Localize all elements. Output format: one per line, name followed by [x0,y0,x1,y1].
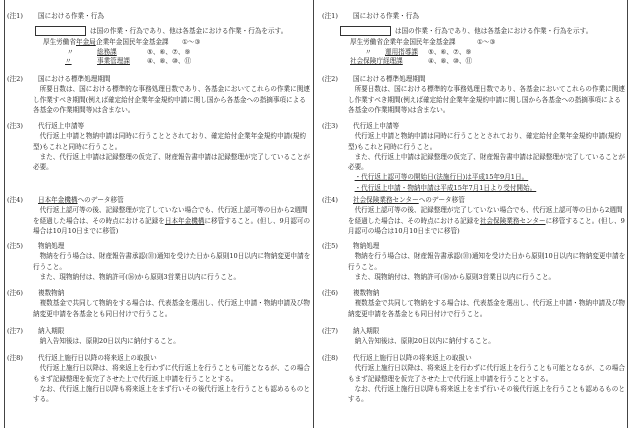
note-2 [7,74,313,115]
note-8 [7,353,313,404]
ditto-mark: 〃 [67,47,74,56]
paragraph [348,298,626,319]
ministry-row [7,47,313,56]
underlined-text: 社会保険業務センター [479,216,546,225]
step-numbers: ①～③ [477,38,496,47]
division-name: 企業年金国民年金基金課 [96,38,169,47]
note-2 [322,74,628,115]
note-label: (注7) [322,327,338,335]
note-label: (注8) [7,354,23,362]
note-4 [7,195,313,236]
note-title: 日本年金機構 [38,196,78,204]
paragraph [348,84,626,115]
underlined-text: 日本年金機構 [164,216,205,225]
text: 所要日数は、国における標準的な事務処理日数であり、各基金においてこれらの作業に関連し作業すべき期間(例えば確定給付企業年金規約申請に関し国から各基金への指摘事項による各基金の作業期間等)は含まない。 [33,85,310,114]
note-title: 納入期限 [38,327,65,335]
note-title: 代行返上申請等 [38,122,85,130]
note-label: (注1) [7,12,23,20]
note-heading [322,74,628,84]
note-title: 代行返上申請等 [353,122,400,130]
text: 代行返上認可等の後、記録整理が完了していない場合でも、代行返上認可等の日から2週間を経過した場合は、その時点における記録を [348,206,623,225]
text: に移管すること。(但し、9月認可の場合は10月10日までに移管) [33,216,311,235]
note-title: 複数物納 [38,289,65,297]
note-body [322,298,626,319]
paragraph [348,272,626,282]
note-body [7,205,311,236]
note-7 [7,326,313,347]
note-heading [7,353,313,363]
note-label: (注8) [322,354,338,362]
underlined-text: ・代行返上認可等の開始日(法施行日)は平成15年9月1日。 [354,173,529,182]
note-body [7,336,311,346]
note-body [7,251,311,282]
left-column [7,0,313,430]
paragraph [33,363,311,384]
paragraph [33,336,311,346]
note-body [7,131,311,172]
note-body [322,205,626,236]
note-heading [7,241,313,251]
paragraph [348,336,626,346]
text: に移管すること。(但し、9月認可の場合は10月10日までに移管) [348,216,625,235]
text: また、代行返上申請は記録整理の仮完了、財産報告書申請は記録整理が完了していることが必要。 [348,152,625,172]
note-label: (注1) [322,12,338,20]
note-title: へのデータ移管 [77,196,124,204]
note-5 [322,241,628,282]
note-label: (注4) [322,196,338,204]
note-heading [322,353,628,363]
note-body [7,298,311,319]
paragraph [33,131,311,152]
note-body [322,131,626,193]
note-body [322,336,626,346]
paragraph [33,205,311,236]
note-body [322,251,626,282]
text: 物納を行う場合は、財産報告書承認(㉛)通知を受けた日から原則10日以内に物納変更申請を行うこと。 [348,252,626,271]
note-1 [322,11,628,65]
note-title: 国における標準処理期間 [353,75,426,83]
note-label: (注7) [7,327,23,335]
text: また、代行返上申請は記録整理の仮完了、財産報告書申請は記録整理が完了していることが必要。 [33,152,310,172]
text: また、現物納付は、物納許可(㊱)から原則3営業日以内に行うこと。 [39,272,241,281]
note-label: (注5) [322,242,338,250]
text: 納入告知後は、原則20日以内に納付すること。 [354,337,495,346]
note-heading [322,288,628,298]
division-name: 総務課 [97,47,117,56]
bullet-item [348,183,626,193]
text: 複数基金で共同して物納をする場合は、代表基金を選出し、代行返上申請・物納申請及び物納変更申請を各基金とも同日付けで行うこと。 [348,299,625,318]
division-name: 運用指導課 [385,47,418,56]
text: なお、代行返上施行日以降も将来返上をまず行いその後代行返上を行うことも認めるものとする。 [33,384,310,404]
ministry-row [7,37,313,46]
note-heading [7,74,313,84]
step-numbers: ④、⑧、⑩、⑪ [147,57,192,66]
step-numbers: ①～③ [182,38,201,47]
division-name: 社会保険庁経理課 [350,57,403,66]
text: 複数基金で共同して物納をする場合は、代表基金を選出し、代行返上申請・物納申請及び物納変更申請を各基金とも同日付けで行うこと。 [33,299,310,318]
note-body [322,84,626,115]
step-numbers: ④、⑧、⑩、⑪ [428,57,473,66]
note-title: 社会保険業務センター [353,196,419,204]
note-label: (注2) [322,75,338,83]
text: 代行返上申請と物納申請は同時に行うこととされており、確定給付企業年金規約申請(規約型)もこれと同時に行うこと。 [348,132,621,151]
ministry-row [7,56,313,65]
legend-text: は国の作業・行為であり、他は各基金における作業・行為を示す。 [90,27,288,36]
note-heading [322,241,628,251]
legend-box [35,26,86,36]
text: なお、代行返上施行日以降も将来返上をまず行いその後代行返上を行うことも認めるものとする。 [348,384,625,404]
underlined-text: ・代行返上申請・物納申請は平成15年7月1日より受付開始。 [354,183,537,192]
note-body [7,84,311,115]
text: 代行返上施行日以降は、将来返上を行わずに代行返上を行うことも可能となるが、この場合もまず記録整理を仮完了させた上で代行返上申請を行うこととする。 [348,364,625,383]
note-title: 物納処理 [353,242,380,250]
right-column [322,0,628,430]
legend-text: は国の作業・行為であり、他は各基金における作業・行為を示す。 [395,27,593,36]
note-body [322,363,626,404]
note-heading [7,326,313,336]
note-heading [322,326,628,336]
note-heading [322,195,628,205]
note-8 [322,353,628,404]
note-title: 代行返上施行日以降の将来返上の取扱い [353,354,472,362]
note-title: へのデータ移管 [418,196,465,204]
note-body [7,363,311,404]
text: 代行返上認可等の後、記録整理が完了していない場合でも、代行返上認可等の日から2週間を経過した場合は、その時点における記録を [33,206,308,225]
note-label: (注4) [7,196,23,204]
paragraph [33,251,311,272]
paragraph [33,84,311,115]
paragraph [348,152,626,173]
note-title: 国における標準処理期間 [38,75,111,83]
note-title: 国における作業・行為 [38,12,104,20]
paragraph [348,131,626,152]
ditto-mark: 〃 [365,47,372,56]
step-numbers: ⑤、⑥、⑦、⑨ [147,47,191,56]
ministry-name: 厚生労働省 [43,38,76,47]
note-4 [322,195,628,236]
note-6 [322,288,628,319]
note-1 [7,11,313,65]
note-6 [7,288,313,319]
ministry-row [322,37,628,46]
note-label: (注3) [322,122,338,130]
note-label: (注5) [7,242,23,250]
text: 物納を行う場合は、財産報告書承認(㉛)通知を受けた日から原則10日以内に物納変更申請を行うこと。 [33,252,311,271]
note-3 [7,121,313,172]
note-3 [322,121,628,193]
paragraph [348,384,626,405]
ministry-row [322,47,628,56]
paragraph [33,384,311,405]
note-label: (注3) [7,122,23,130]
center-divider [313,0,314,428]
paragraph [348,205,626,236]
bullet-item [348,172,626,182]
note-title: 複数物納 [353,289,380,297]
note-heading [322,121,628,131]
note-title: 国における作業・行為 [353,12,419,20]
note-title: 納入期限 [353,327,380,335]
note-7 [322,326,628,347]
ditto-mark: 〃 [65,57,72,66]
note-heading [7,288,313,298]
text: 代行返上施行日以降は、将来返上を行わずに代行返上を行うことも可能となるが、この場合もまず記録整理を仮完了させた上で代行返上申請を行うこととする。 [33,364,310,383]
paragraph [348,363,626,384]
note-title: 物納処理 [38,242,65,250]
paragraph [33,152,311,173]
text: 代行返上申請と物納申請は同時に行うこととされており、確定給付企業年金規約申請(規約型)もこれと同時に行うこと。 [33,132,306,151]
legend-box [340,26,391,36]
note-label: (注6) [7,289,23,297]
note-title: 代行返上施行日以降の将来返上の取扱い [38,354,157,362]
step-numbers: ⑤、⑥、⑦、⑨ [428,47,472,56]
text: 所要日数は、国における標準的な事務処理日数であり、各基金においてこれらの作業に関連し作業すべき期間(例えば確定給付企業年金規約申請に関し国から各基金への指摘事項による各基金の作業期間等)は含まない。 [348,85,625,114]
left-border [4,0,5,428]
note-5 [7,241,313,282]
division-name: 厚生労働省企業年金国民年金基金課 [350,38,456,47]
bureau-name: 年金局 [76,38,96,47]
paragraph [33,298,311,319]
division-name: 事業管理課 [97,57,130,66]
text: また、現物納付は、物納許可(㊱)から原則3営業日以内に行うこと。 [354,272,556,281]
paragraph [348,251,626,272]
ministry-row [322,56,628,65]
note-heading [7,121,313,131]
note-label: (注6) [322,289,338,297]
text: 納入告知後は、原則20日以内に納付すること。 [39,337,180,346]
note-label: (注2) [7,75,23,83]
paragraph [33,272,311,282]
note-heading [7,195,313,205]
